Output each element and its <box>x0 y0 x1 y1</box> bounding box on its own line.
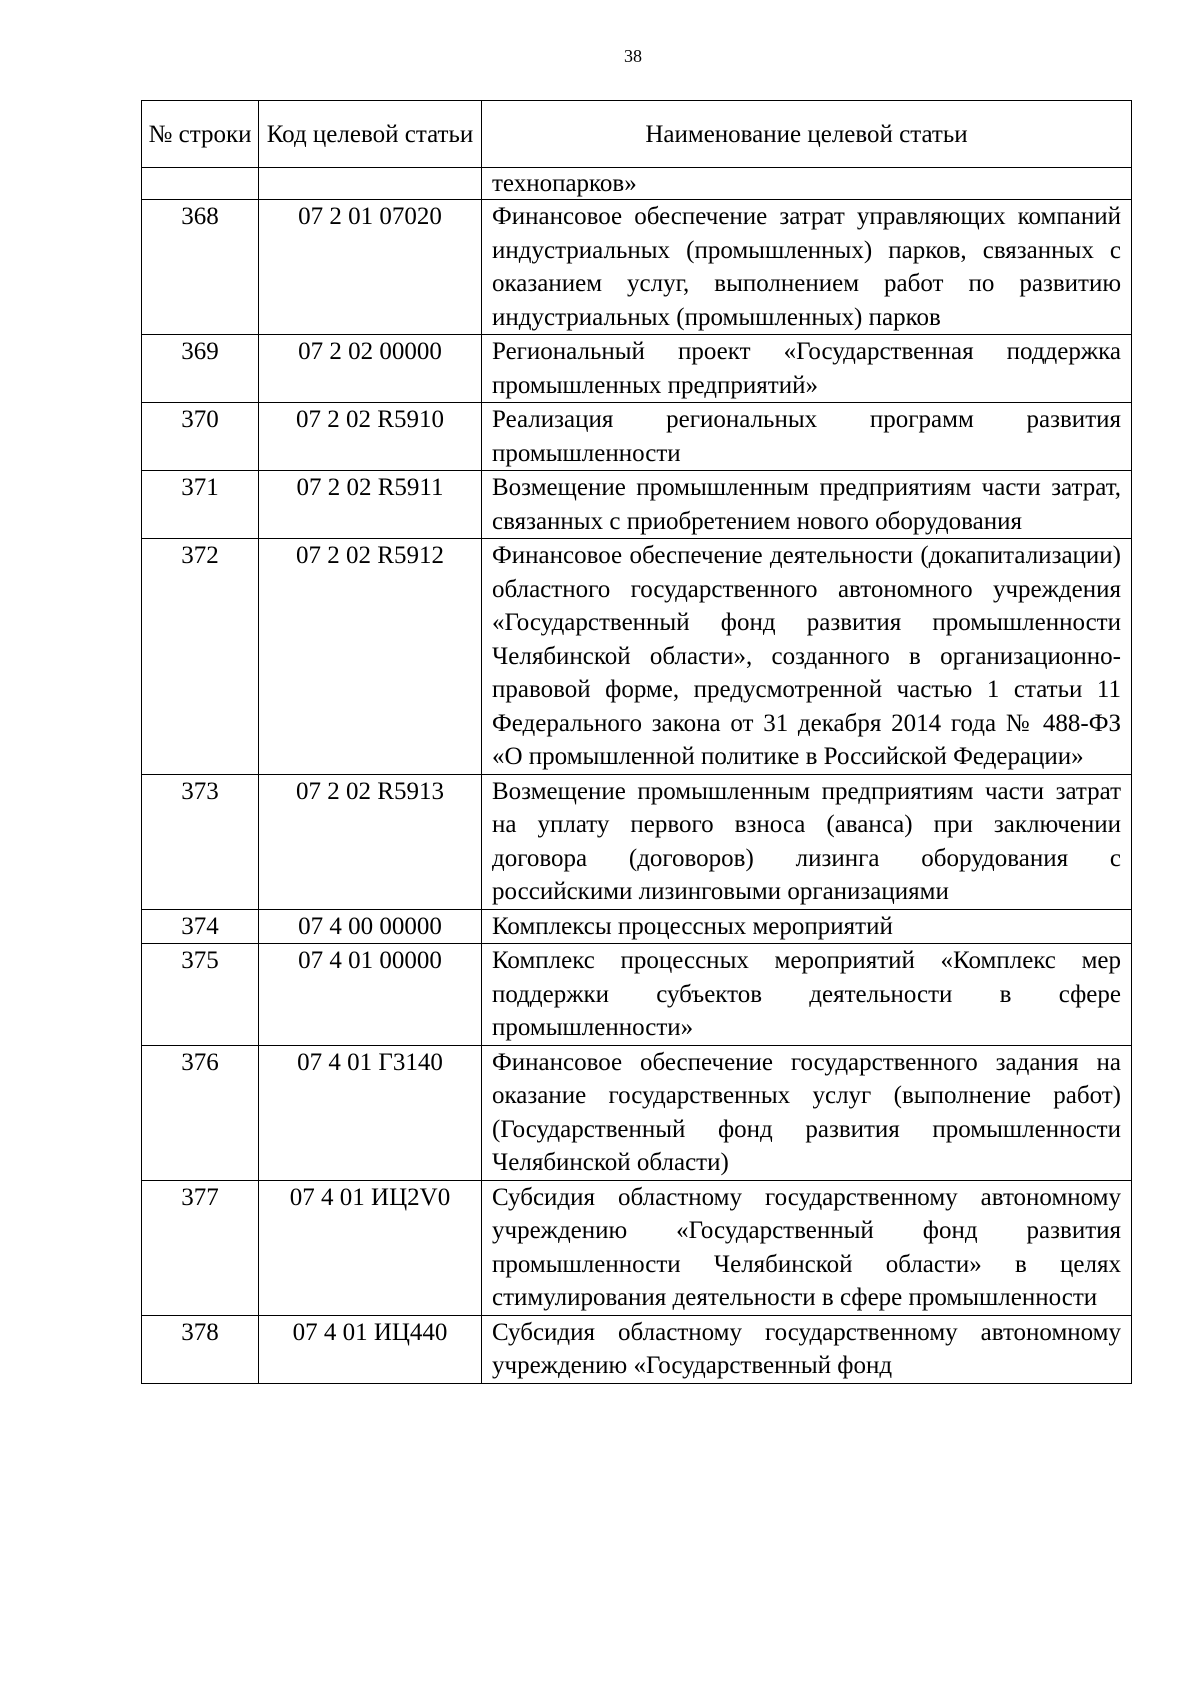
row-name: Реализация региональных программ развития промышленности <box>482 403 1132 471</box>
table-row <box>142 471 1132 539</box>
table-row <box>142 539 1132 775</box>
table-row <box>142 944 1132 1046</box>
row-code: 07 2 02 R5910 <box>259 403 482 471</box>
row-code <box>259 168 482 200</box>
row-name: Субсидия областному государственному автономному учреждению «Государственный фонд развития промышленности Челябинской области» в целях стимулирования деятельности в сфере промышленности <box>482 1180 1132 1315</box>
header-target-code: Код целевой статьи <box>259 101 482 168</box>
row-name: Возмещение промышленным предприятиям части затрат на уплату первого взноса (аванса) при заключении договора (договоров) лизинга оборудования с российскими лизинговыми организациями <box>482 774 1132 909</box>
table-body <box>142 168 1132 1384</box>
row-code: 07 2 02 R5913 <box>259 774 482 909</box>
row-code: 07 2 02 R5912 <box>259 539 482 775</box>
row-code: 07 4 01 Г3140 <box>259 1045 482 1180</box>
row-number: 374 <box>142 909 259 944</box>
row-number: 376 <box>142 1045 259 1180</box>
row-name: Субсидия областному государственному автономному учреждению «Государственный фонд <box>482 1315 1132 1383</box>
page-number: 38 <box>624 46 642 66</box>
row-number: 370 <box>142 403 259 471</box>
row-number <box>142 168 259 200</box>
row-name: Финансовое обеспечение деятельности (докапитализации) областного государственного автономного учреждения «Государственный фонд развития промышленности Челябинской области», созданного в организационно-правовой форме, предусмотренной частью 1 статьи 11 Федерального закона от 31 декабря 2014 года № 488-ФЗ «О промышленной политике в Российской Федерации» <box>482 539 1132 775</box>
row-name: технопарков» <box>482 168 1132 200</box>
table-row <box>142 909 1132 944</box>
table-row <box>142 335 1132 403</box>
table-header-row <box>142 101 1132 168</box>
row-code: 07 4 01 ИЦ2V0 <box>259 1180 482 1315</box>
row-code: 07 4 01 00000 <box>259 944 482 1046</box>
header-row-number: № строки <box>142 101 259 168</box>
row-number: 369 <box>142 335 259 403</box>
row-code: 07 4 01 ИЦ440 <box>259 1315 482 1383</box>
row-number: 378 <box>142 1315 259 1383</box>
table-row <box>142 1180 1132 1315</box>
row-code: 07 2 02 00000 <box>259 335 482 403</box>
row-name: Региональный проект «Государственная поддержка промышленных предприятий» <box>482 335 1132 403</box>
table-row <box>142 1045 1132 1180</box>
row-code: 07 4 00 00000 <box>259 909 482 944</box>
row-number: 372 <box>142 539 259 775</box>
table-row <box>142 774 1132 909</box>
row-number: 373 <box>142 774 259 909</box>
row-name: Комплекс процессных мероприятий «Комплекс мер поддержки субъектов деятельности в сфере промышленности» <box>482 944 1132 1046</box>
table-row-continuation <box>142 168 1132 200</box>
table-row <box>142 1315 1132 1383</box>
table-row <box>142 403 1132 471</box>
row-code: 07 2 01 07020 <box>259 200 482 335</box>
row-code: 07 2 02 R5911 <box>259 471 482 539</box>
row-number: 377 <box>142 1180 259 1315</box>
row-number: 371 <box>142 471 259 539</box>
header-target-name: Наименование целевой статьи <box>482 101 1132 168</box>
target-articles-table <box>141 100 1132 1384</box>
row-name: Финансовое обеспечение государственного задания на оказание государственных услуг (выполнение работ) (Государственный фонд развития промышленности Челябинской области) <box>482 1045 1132 1180</box>
row-name: Возмещение промышленным предприятиям части затрат, связанных с приобретением нового оборудования <box>482 471 1132 539</box>
row-number: 368 <box>142 200 259 335</box>
row-name: Комплексы процессных мероприятий <box>482 909 1132 944</box>
row-number: 375 <box>142 944 259 1046</box>
table-row <box>142 200 1132 335</box>
row-name: Финансовое обеспечение затрат управляющих компаний индустриальных (промышленных) парков, связанных с оказанием услуг, выполнением работ по развитию индустриальных (промышленных) парков <box>482 200 1132 335</box>
